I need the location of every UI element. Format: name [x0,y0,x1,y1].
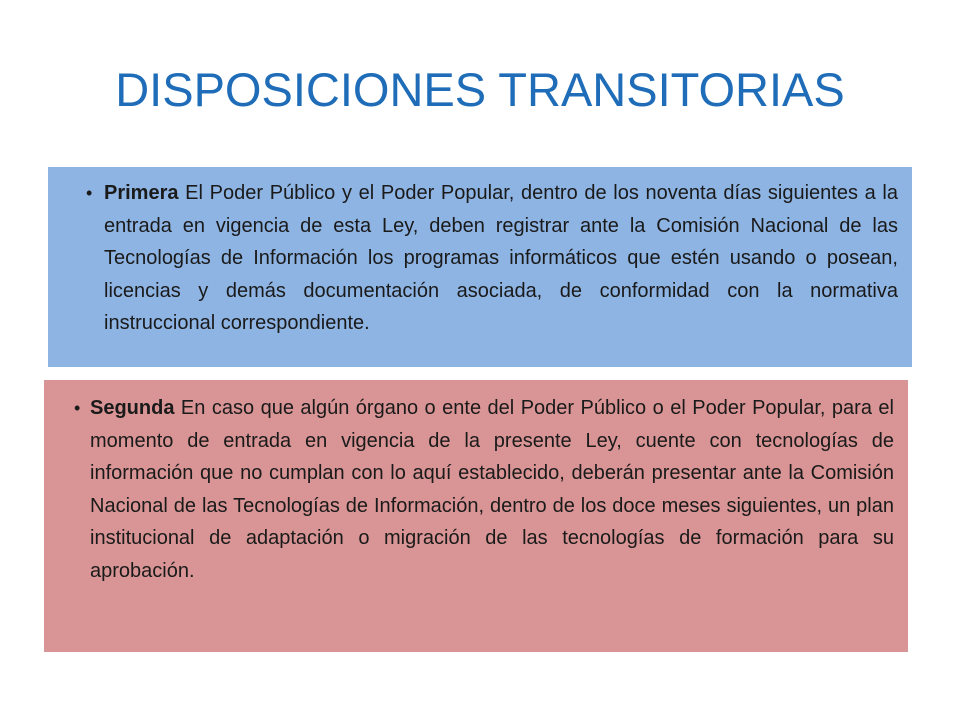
slide-title: DISPOSICIONES TRANSITORIAS [115,63,845,116]
second-provision-item [54,392,898,587]
first-provision-item [58,177,902,340]
second-provision-box [44,380,908,652]
bullet-icon: • [86,183,93,203]
second-provision-text [90,392,898,587]
first-provision-text [104,177,902,340]
second-provision-body: En caso que algún órgano o ente del Poder Público o el Poder Popular, para el momento de entrada en vigencia de la presente Ley, cuente con tecnologías de información que no cumplan con lo aquí establecido, deberán presentar ante la Comisión Nacional de las Tecnologías de Información, dentro de los doce meses siguientes, un plan institucional de adaptación o migración de las tecnologías de formación para su aprobación. [90,397,894,582]
first-provision-box [48,167,912,367]
first-provision-lead: Primera [104,182,179,204]
first-provision-body: El Poder Público y el Poder Popular, dentro de los noventa días siguientes a la entrada en vigencia de esta Ley, deben registrar ante la Comisión Nacional de las Tecnologías de Información los programas informáticos que estén usando o posean, licencias y demás documentación asociada, de conformidad con la normativa instruccional correspondiente. [104,182,898,334]
bullet-icon: • [74,398,81,418]
second-provision-lead: Segunda [90,397,175,419]
